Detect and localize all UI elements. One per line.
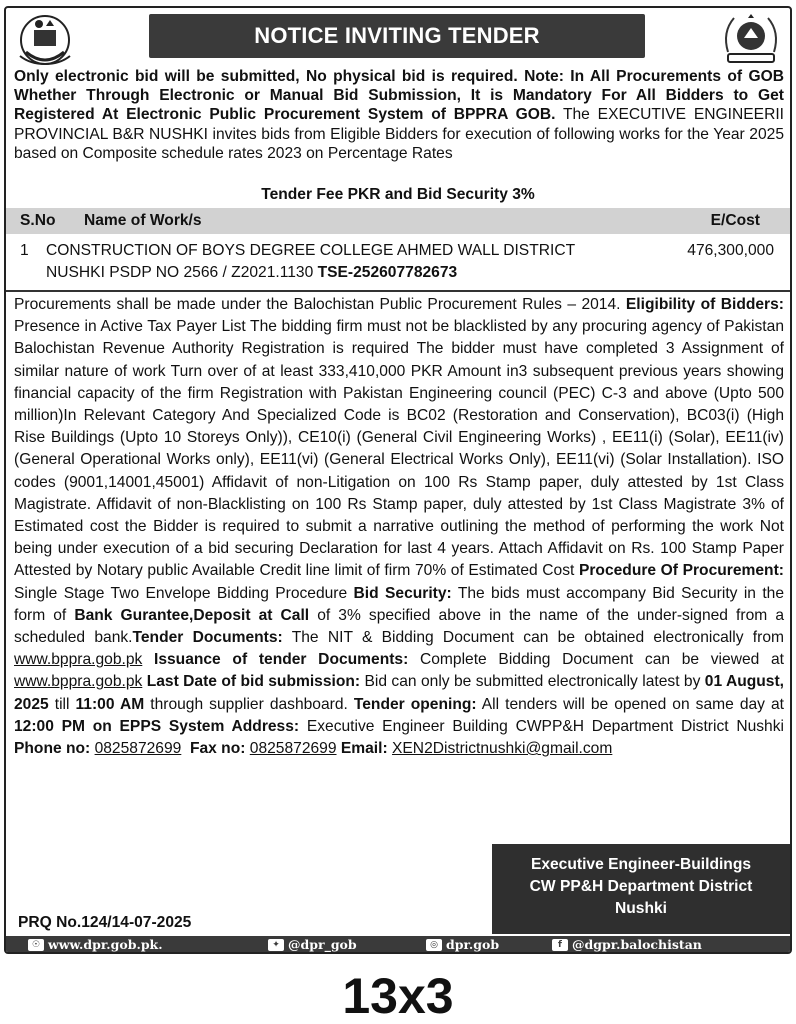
eligibility-label: Eligibility of Bidders: <box>625 296 784 313</box>
row-work <box>46 240 616 284</box>
notice-frame <box>4 6 792 954</box>
opening-time: 12:00 PM on EPPS System Address: <box>14 717 300 735</box>
eligibility-text: Presence in Active Tax Payer List The bidding firm must not be blacklisted by any procuring agency of Pakistan Balochistan Revenue Authority Registration is required The bidder must have completed 3 Assignment of similar nature of work Turn over of at least 333,410,000 PKR Amount in3 subsequent previous years showing financial capacity of the firm Registration with Pakistan Engineering council (PEC) C-3 and above (Upto 500 million)In Relevant Category And Specialized Code is BC02 (Restoration and Conservation), BC03(i) (High Rise Buildings (Upto 10 Storeys Only)), CE10(i) (General Civil Engineering Works) , EE11(i) (Solar), EE11(iv) (General Operational Works only), EE11(vi) (General Electrical Works Only), EE11(vi) (Solar Installation). ISO codes (9001,14001,45001) Affidavit of non-Litigation on 100 Rs Stamp paper, duly attested by 1st Class Magistrate. Affidavit of non-Blacklisting on 100 Rs Stamp paper, duly attested by 1st Class Magistrate 3% of Estimated cost the Bidder is required to submit a narrative outlining the method of performing the work Not being under execution of a bid securing Declaration for last 4 years. Attach Affidavit on Rs. 100 Stamp Paper Attested by Notary public Available Credit line limit of firm 70% of Estimated Cost <box>14 318 784 580</box>
signature-line-2: CW PP&H Department District <box>529 878 753 895</box>
website-text: www.dpr.gob.pk. <box>48 937 163 952</box>
email-link[interactable]: XEN2Districtnushki@gmail.com <box>392 740 613 758</box>
intro-paragraph <box>14 67 784 163</box>
ad-size-label: 13x3 <box>342 968 454 1024</box>
phone-label: Phone no: <box>14 740 91 758</box>
fax-number[interactable]: 0825872699 <box>249 740 337 758</box>
table-header <box>6 208 790 234</box>
bank-text: of 3% specified above in the name of the under-signed from a scheduled bank. <box>14 606 784 647</box>
dashboard-text: through supplier dashboard. <box>144 695 354 713</box>
footer-facebook[interactable] <box>552 936 702 954</box>
last-date-label: Last Date of bid submission: <box>142 673 361 691</box>
till-text: till <box>48 695 76 713</box>
email-label: Email: <box>340 740 388 758</box>
footer-instagram[interactable] <box>426 936 499 954</box>
bppra-link[interactable]: www.bppra.gob.pk <box>14 651 143 669</box>
signature-line-1: Executive Engineer-Buildings <box>530 856 752 873</box>
department-crest-icon <box>718 12 784 68</box>
row-sno: 1 <box>20 242 29 259</box>
last-date-text: Bid can only be submitted electronically latest by <box>360 673 705 691</box>
facebook-icon: f <box>552 939 568 951</box>
intro-normal-text: The EXECUTIVE ENGINEERII PROVINCIAL B&R NUSHKI invites bids from Eligible Bidders for execution of following works for the Year 2025 based on Composite schedule rates 2023 on Percentage Rates <box>14 106 784 162</box>
row-work-name: CONSTRUCTION OF BOYS DEGREE COLLEGE AHMED WALL DISTRICT NUSHKI PSDP NO 2566 / Z2021.1130 <box>46 242 575 281</box>
footer-bar <box>6 936 790 954</box>
header-work: Name of Work/s <box>84 212 202 229</box>
instagram-icon: ◎ <box>426 939 442 951</box>
issuance-text: Complete Bidding Document can be viewed at <box>408 651 784 669</box>
divider <box>6 290 790 292</box>
procedure-label: Procedure Of Procurement: <box>578 562 784 580</box>
documents-text: The NIT & Bidding Document can be obtained electronically from <box>282 629 784 647</box>
bppra-link-2[interactable]: www.bppra.gob.pk <box>14 673 143 691</box>
guarantee-text: Bank Gurantee,Deposit at Call <box>74 606 310 624</box>
twitter-text: @dpr_gob <box>288 937 357 952</box>
procedure-text: Single Stage Two Envelope Bidding Procedure <box>14 584 354 602</box>
government-emblem-icon <box>12 12 78 68</box>
intro-bold-text: Only electronic bid will be submitted, No physical bid is required. Note: In All Procurements of GOB Whether Through Electronic or Manual Bid Submission, It is Mandatory For All Bidders to Get Registered At Electronic Public Procurement System of BPPRA GOB. <box>14 68 784 124</box>
deadline-time: 11:00 AM <box>75 695 145 713</box>
tender-fee-line: Tender Fee PKR and Bid Security 3% <box>261 186 535 203</box>
fax-label: Fax no: <box>189 740 246 758</box>
documents-label: Tender Documents: <box>132 629 283 647</box>
bid-security-label: Bid Security: <box>353 584 452 602</box>
instagram-text: dpr.gob <box>446 937 500 952</box>
prq-number: PRQ No.124/14-07-2025 <box>18 914 192 931</box>
row-cost: 476,300,000 <box>687 242 774 259</box>
issuance-label: Issuance of tender Documents: <box>142 651 409 669</box>
bid-security-text: The bids must accompany Bid Security in the form of <box>14 584 784 624</box>
footer-twitter[interactable] <box>268 936 357 954</box>
footer-website[interactable] <box>28 936 163 954</box>
rules-text: Procurements shall be made under the Balochistan Public Procurement Rules – 2014. <box>14 296 626 313</box>
page-title: NOTICE INVITING TENDER <box>149 14 645 58</box>
signature-block <box>492 844 790 934</box>
tender-conditions <box>14 294 784 760</box>
header-cost: E/Cost <box>710 212 760 229</box>
address-text: Executive Engineer Building CWPP&H Department District Nushki <box>299 717 784 735</box>
deadline-date: 01 August, 2025 <box>14 673 784 713</box>
globe-icon: ☉ <box>28 939 44 951</box>
facebook-text: @dgpr.balochistan <box>572 937 702 952</box>
opening-label: Tender opening: <box>353 695 477 713</box>
signature-line-3: Nushki <box>615 900 667 917</box>
header-sno: S.No <box>20 212 56 229</box>
row-tse: TSE-252607782673 <box>317 264 458 281</box>
phone-number[interactable]: 0825872699 <box>94 740 182 758</box>
twitter-icon: ✦ <box>268 939 284 951</box>
opening-text: All tenders will be opened on same day at <box>476 695 784 713</box>
